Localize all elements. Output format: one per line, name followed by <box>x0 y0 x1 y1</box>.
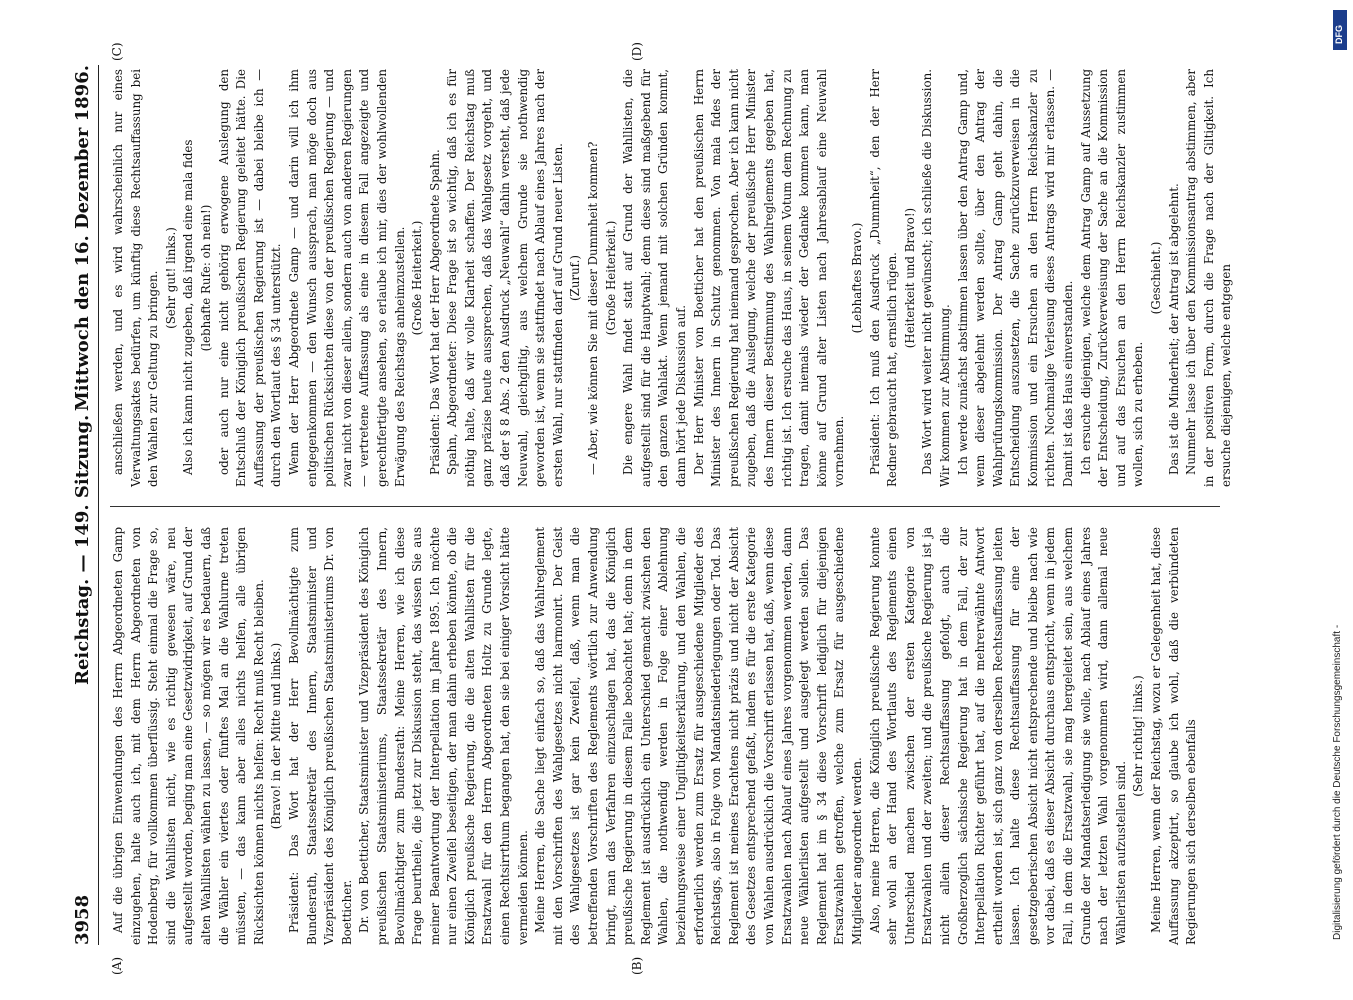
paragraph: Das ist die Minderheit; der Antrag ist abgelehnt. <box>1166 183 1181 475</box>
interjection: (Große Heiterkeit.) <box>410 220 425 336</box>
session-date: Mittwoch den 16. Dezember 1896. <box>72 65 93 412</box>
margin-mark-a: (A) <box>110 956 124 975</box>
paragraph: Meine Herren, wenn der Reichstag, wozu er Gelegenheit hat, diese Auffassung akzeptirt, so glaube ich wohl, daß die verbündeten Regierungen sich derselben ebenfalls <box>1149 527 1199 945</box>
column-divider <box>110 506 1220 507</box>
paragraph: Nunmehr lasse ich über den Kommissionsantrag abstimmen, aber in der positiven Form, durch die Frage nach der Giltigkeit. Ich ersuche diejenigen, welche entgegen <box>1184 69 1234 487</box>
credit-text: Digitalisierung gefördert durch die Deutsche Forschungsgemeinschaft - <box>1332 624 1343 940</box>
paragraph: — Aber, wie können Sie mit dieser Dummheit kommen? <box>586 141 601 475</box>
page-header <box>70 65 99 945</box>
paragraph: Der Herr Minister von Boetticher hat den preußischen Herrn Minister des Innern in Schutz genommen. Von mala fides der preußischen Regierung hat niemand gesprochen. Aber ich kann nicht zugeben, daß die Auslegung, welche der preußische Herr Minister des Innern dieser Bestimmung des Wahlreglements gegeben hat, richtig ist. Ich ersuche das Haus, in seinem Votum dem Rechnung zu tragen, damit niemals wieder der Gedanke kommen kann, man könne auf Grund alter Listen nach Jahresablauf eine Neuwahl vornehmen. <box>691 69 847 487</box>
paragraph: anschließen werden, und es wird wahrscheinlich nur eines Verwaltungsaktes bedürfen, um künftig diese Rechtsauffassung bei den Wahlen zur Geltung zu bringen. <box>111 69 161 487</box>
digitization-credit <box>1332 60 1352 940</box>
margin-mark-c: (C) <box>110 42 124 61</box>
paragraph: Spahn, Abgeordneter: Diese Frage ist so wichtig, daß ich es für nöthig halte, daß wir volle Klarheit schaffen. Der Reichstag muß ganz präzise heute aussprechen, daß das Wahlgesetz vorgeht, und daß der § 8 Abs. 2 den Ausdruck „Neuwahl“ dahin versteht, daß jede Neuwahl, gleichgiltig, aus welchem Grunde sie nothwendig geworden ist, wenn sie stattfindet nach Ablauf eines Jahres nach der ersten Wahl, nur stattfinden darf auf Grund neuer Listen. <box>445 69 565 487</box>
interjection: (Sehr gut! links.) <box>163 227 178 329</box>
session-title: Reichstag. — 149. Sitzung. <box>72 414 93 685</box>
margin-mark-b: (B) <box>630 956 644 975</box>
paragraph: Die engere Wahl findet statt auf Grund der Wahllisten, die aufgestellt sind für die Hauptwahl; denn diese sind maßgebend für den ganzen Wahlakt. Wenn jemand mit solchen Gründen kommt, dann hört jede Diskussion auf. <box>621 69 688 487</box>
paragraph: Präsident: Das Wort hat der Herr Abgeordnete Spahn. <box>427 149 442 475</box>
paragraph: Also ich kann nicht zugeben, daß irgend eine mala fides <box>181 139 196 475</box>
paragraph: Ich werde zunächst abstimmen lassen über den Antrag Gamp und, wenn dieser abgelehnt werden sollte, über den Antrag der Wahlprüfungskommission. Der Antrag Gamp geht dahin, die Entscheidung auszusetzen, die Sache zurückzuverweisen in die Kommission und ein Ersuchen an den Herrn Reichskanzler zu richten. Nochmalige Verlesung dieses Antrags wird mir erlassen. — Damit ist das Haus einverstanden. <box>955 69 1076 487</box>
interjection: (Geschieht.) <box>1149 241 1164 315</box>
dfg-logo: DFG <box>1333 10 1347 50</box>
interjection: (Lebhaftes Bravo.) <box>849 222 864 334</box>
paragraph: oder auch nur eine nicht gehörig erwogene Auslegung den Entschluß der Königlich preußischen Regierung geleitet hätte. Die Auffassung der preußischen Regierung ist — dabei bleibe ich — durch den Wortlaut des § 34 unterstützt. <box>216 69 284 487</box>
page-number: 3958 <box>72 894 93 945</box>
right-text-column <box>110 69 1234 487</box>
rotated-newspaper-page <box>70 42 1320 975</box>
paragraph: Wenn der Herr Abgeordnete Gamp — und darin will ich ihm entgegenkommen — den Wunsch aussprach, man möge doch aus politischen Rücksichten diese von der preußischen Regierung — und zwar nicht von dieser allein, sondern auch von anderen Regierungen — vertretene Auffassung als eine in diesem Fall angezeigte und gerechtfertigte ansehen, so erlaube ich mir, dies der wohlwollenden Erwägung des Reichstags anheimzustellen. <box>286 69 407 487</box>
interjection: (Zuruf.) <box>568 255 583 301</box>
paragraph: Also, meine Herren, die Königlich preußische Regierung konnte sehr wohl an der Hand des Wortlauts des Reglements einen Unterschied machen zwischen der ersten Kategorie von Ersatzwahlen und der zweiten; und die preußische Regierung ist ja nicht allein dieser Rechtsauffassung gefolgt, auch die Großherzoglich sächsische Regierung hat in dem Fall, der zur Interpellation Richter geführt hat, auf die mehrerwähnte Antwort ertheilt worden ist, sich ganz von derselben Rechtsauffassung leiten lassen. Ich halte diese Rechtsauffassung für eine der gesetzgeberischen Absicht nicht entsprechende und bleibe nach wie vor dabei, daß es dieser Absicht durchaus entspricht, wenn in jedem Fall, in dem die Ersatzwahl, sie mag hergeleitet sein, aus welchem Grunde der Mandatserledigung sie wolle, nach Ablauf eines Jahres nach der letzten Wahl vorgenommen wird, dann allemal neue Wählerlisten aufzustellen sind. <box>867 527 1128 945</box>
interjection: (Heiterkeit und Bravo!) <box>902 207 917 349</box>
paragraph: Präsident: Das Wort hat der Herr Bevollmächtigte zum Bundesrath, Staatssekretär des Innern, Staatsminister und Vizepräsident des Königlich preußischen Staatsministeriums Dr. von Boetticher. <box>286 527 354 945</box>
paragraph: Präsident: Ich muß den Ausdruck „Dummheit“, den der Herr Redner gebraucht hat, ernstlich rügen. <box>867 69 900 487</box>
paragraph: Dr. von Boetticher, Staatsminister und Vizepräsident des Königlich preußischen Staatsministeriums, Staatssekretär des Innern, Bevollmächtigter zum Bundesrath: Meine Herren, wie ich diese Frage beurtheile, die jetzt zur Diskussion steht, das wissen Sie aus meiner Beantwortung der Interpellation im Jahre 1895. Ich möchte nur einen Zweifel beseitigen, der man dahin erheben könnte, ob die Königlich preußische Regierung, die die alten Wahllisten für die Ersatzwahl für den Herrn Abgeordneten Holtz zu Grunde legte, einen Rechtsirrthum begangen hat, den sie bei einiger Vorsicht hätte vermeiden können. <box>357 527 530 945</box>
left-text-column <box>110 527 1230 945</box>
paragraph: Meine Herren, die Sache liegt einfach so, daß das Wahlreglement mit den Vorschriften des Wahlgesetzes nicht harmonirt. Der Geist des Wahlgesetzes ist gar kein Zweifel, daß, wenn man die betreffenden Vorschriften des Reglements wörtlich zur Anwendung bringt, man das Verfahren einzuschlagen hat, das die Königlich preußische Regierung in diesem Falle beobachtet hat; denn in dem Reglement ist ausdrücklich ein Unterschied gemacht zwischen den Wahlen, die nothwendig werden in Folge einer Ablehnung beziehungsweise einer Ungiltigkeitserklärung, und den Wahlen, die erforderlich werden zum Ersatz für ausgeschiedene Mitglieder des Reichstags, also in Folge von Mandatsniederlegungen oder Tod. Das Reglement ist meines Erachtens nicht präzis und nicht der Absicht des Gesetzes entsprechend gefaßt, indem es für die erste Kategorie von Wahlen ausdrücklich die Vorschrift erlassen hat, daß, wenn diese Ersatzwahlen nach Ablauf eines Jahres vorgenommen werden, dann neue Wählerlisten aufgestellt und ausgelegt werden sollen. Das Reglement hat im § 34 diese Vorschrift lediglich für diejenigen Ersatzwahlen getroffen, welche zum Ersatz für ausgeschiedene Mitglieder angeordnet werden. <box>533 527 864 945</box>
paragraph: Ich ersuche diejenigen, welche dem Antrag Gamp auf Aussetzung der Entscheidung, Zurückverweisung der Sache an die Kommission und auf das Ersuchen an den Herrn Reichskanzler zustimmen wollen, sich zu erheben. <box>1078 69 1146 487</box>
paragraph: Das Wort wird weiter nicht gewünscht; ich schließe die Diskussion. Wir kommen zur Abstimmung. <box>920 69 952 487</box>
interjection: (Sehr richtig! links.) <box>1131 675 1146 797</box>
margin-mark-d: (D) <box>630 42 644 61</box>
interjection: (Große Heiterkeit.) <box>603 220 618 336</box>
paragraph: Auf die übrigen Einwendungen des Herrn Abgeordneten Gamp einzugehen, halte auch ich, mit dem Herrn Abgeordneten von Hodenberg, für vollkommen überflüssig. Steht einmal die Frage so, sind die Wahllisten nicht, wie es richtig gewesen wäre, neu aufgestellt worden, beging man eine Gesetzwidrigkeit, auf Grund der alten Wahllisten wählen zu lassen, — so mögen wir es bedauern, daß die Wähler ein viertes oder fünftes Mal an die Wahlurne treten müssten, — das kann aber alles nichts helfen, alle übrigen Rücksichten können nichts helfen: Recht muß Recht bleiben. <box>111 527 266 945</box>
interjection: (lebhafte Rufe: oh nein!) <box>198 204 213 352</box>
interjection: (Bravo! in der Mitte und links.) <box>269 642 284 830</box>
